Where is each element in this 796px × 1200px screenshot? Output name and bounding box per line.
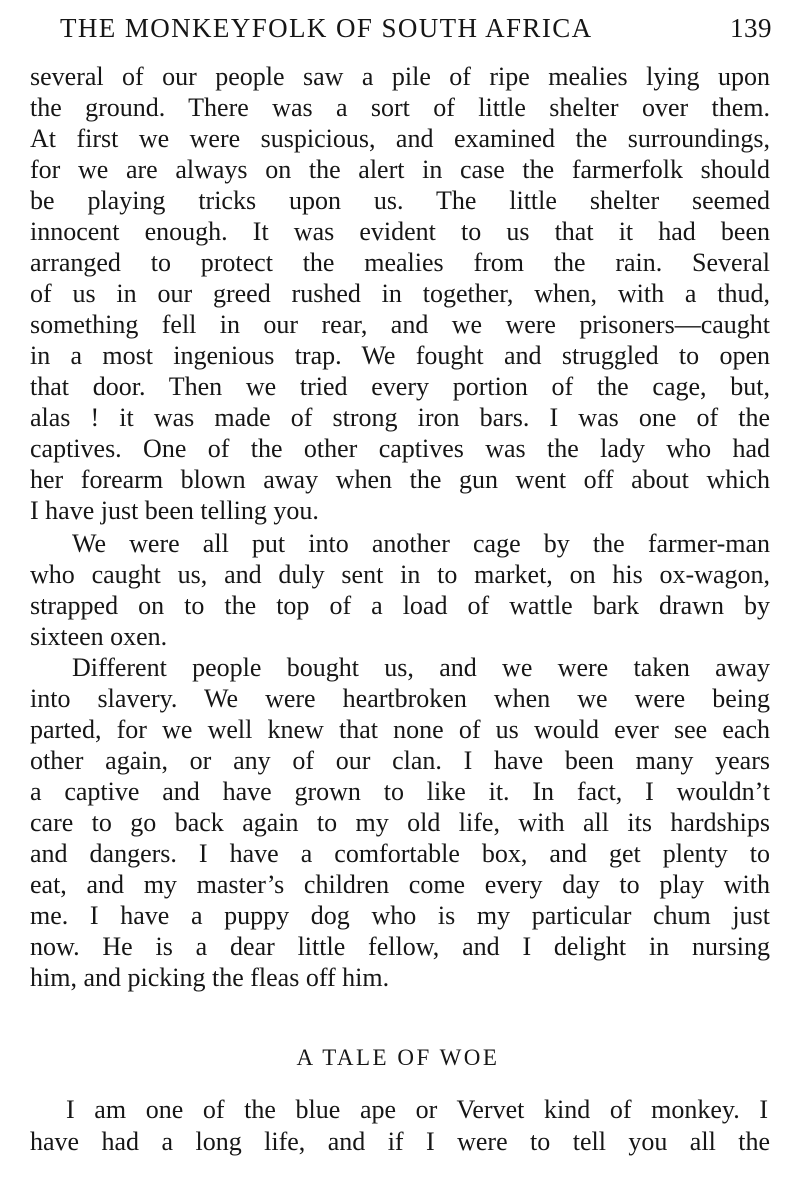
text-line: a captive and have grown to like it. In fact, I wouldn’t [30,777,770,806]
text-line: sixteen oxen. [30,622,168,651]
text-line: be playing tricks upon us. The little shelter seemed [30,186,770,215]
text-line: in a most ingenious trap. We fought and struggled to open [30,341,770,370]
text-line: who caught us, and duly sent in to market, on his ox-wagon, [30,560,770,589]
text-line: care to go back again to my old life, with all its hardships [30,808,770,837]
text-line: for we are always on the alert in case the farmerfolk should [30,155,770,184]
page-header [60,8,772,48]
text-line: arranged to protect the mealies from the rain. Several [30,248,770,277]
text-line: several of our people saw a pile of ripe mealies lying upon [30,62,770,91]
text-line: that door. Then we tried every portion of the cage, but, [30,372,770,401]
text-line: Different people bought us, and we were taken away [72,653,770,682]
text-line: and dangers. I have a comfortable box, and get plenty to [30,839,770,868]
text-line: have had a long life, and if I were to tell you all the [30,1127,770,1156]
text-line: We were all put into another cage by the farmer-man [72,529,770,558]
text-line: now. He is a dear little fellow, and I delight in nursing [30,932,770,961]
text-line: her forearm blown away when the gun went off about which [30,465,770,494]
text-line: I am one of the blue ape or Vervet kind of monkey. I [66,1095,768,1124]
page-number: 139 [730,13,772,43]
text-line: innocent enough. It was evident to us that it had been [30,217,770,246]
text-line: me. I have a puppy dog who is my particular chum just [30,901,770,930]
text-line: something fell in our rear, and we were prisoners—caught [30,310,770,339]
text-line: of us in our greed rushed in together, when, with a thud, [30,279,770,308]
text-line: him, and picking the fleas off him. [30,963,390,992]
text-line: other again, or any of our clan. I have been many years [30,746,770,775]
text-line: At first we were suspicious, and examined the surroundings, [30,124,770,153]
text-line: captives. One of the other captives was the lady who had [30,434,770,463]
text-line: eat, and my master’s children come every day to play with [30,870,770,899]
text-line: the ground. There was a sort of little shelter over them. [30,93,770,122]
section-heading: A TALE OF WOE [296,1045,500,1070]
text-line: parted, for we well knew that none of us would ever see each [30,715,770,744]
text-line: I have just been telling you. [30,496,319,525]
text-line: strapped on to the top of a load of wattle bark drawn by [30,591,770,620]
text-line: alas ! it was made of strong iron bars. I was one of the [30,403,770,432]
running-title: THE MONKEYFOLK OF SOUTH AFRICA [60,13,593,43]
text-line: into slavery. We were heartbroken when we were being [30,684,770,713]
